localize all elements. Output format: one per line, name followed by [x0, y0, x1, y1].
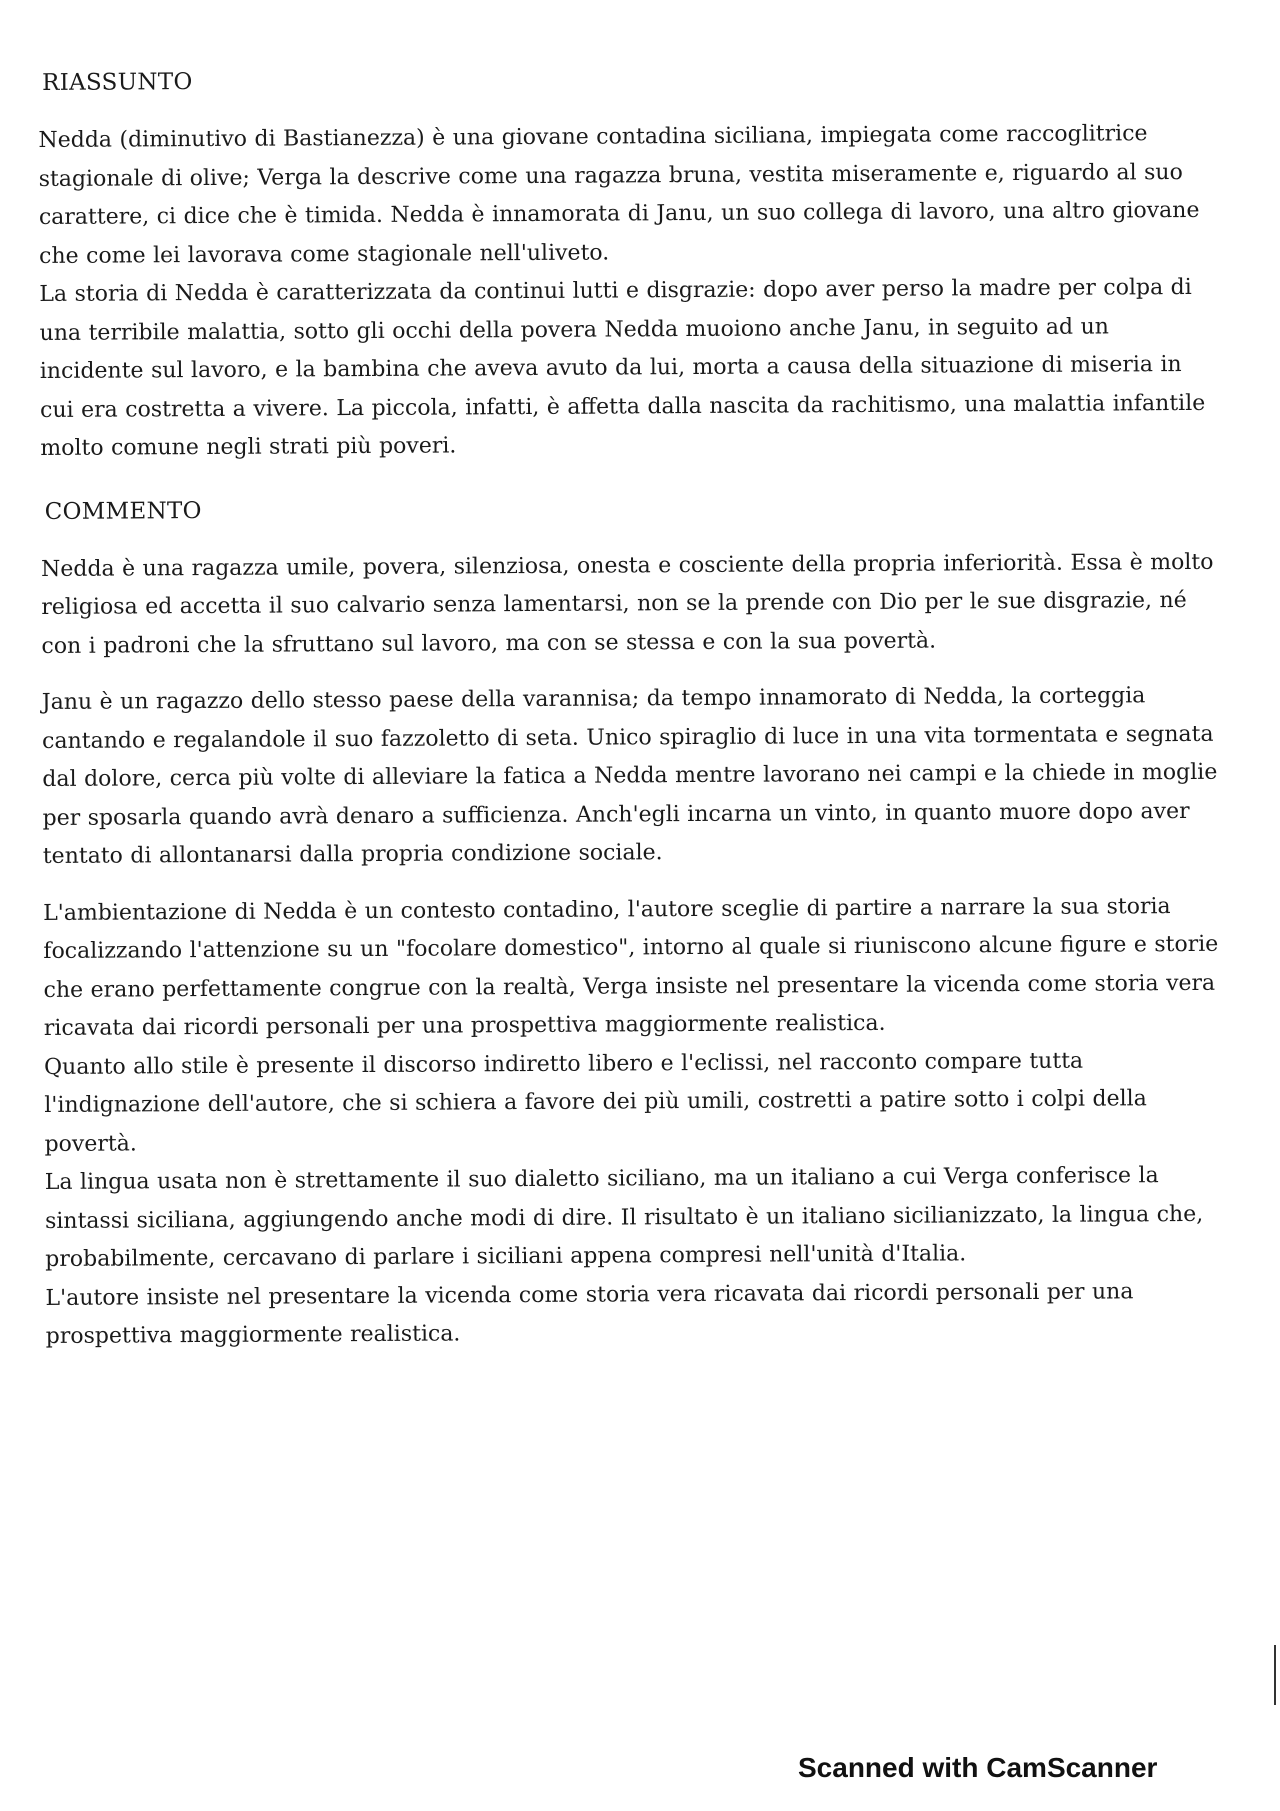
riassunto-paragraph-2: La storia di Nedda è caratterizzata da continui lutti e disgrazie: dopo aver perso la madre per colpa di una terribile malattia, sotto gli occhi della povera Nedda muoiono anche Janu, in seguito ad un incidente sul lavoro, e la bambina che aveva avuto da lui, morta a causa della situazione di miseria in cui era costretta a vivere. La piccola, infatti, è affetta dalla nascita da rachitismo, una malattia infantile molto comune negli strati più poveri.	[39, 274, 1206, 461]
riassunto-heading: RIASSUNTO	[41, 69, 193, 96]
commento-paragraph-6: L'autore insiste nel presentare la vicenda come storia vera ricavata dai ricordi personali per una prospettiva maggiormente realistica.	[45, 1278, 1134, 1349]
commento-paragraph-5: La lingua usata non è strettamente il suo dialetto siciliano, ma un italiano a cui Verga conferisce la sintassi siciliana, aggiungendo anche modi di dire. Il risultato è un italiano sicilianizzato, la lingua che, probabilmente, cercavano di parlare i siciliani appena compresi nell'unità d'Italia.	[44, 1163, 1204, 1272]
camscanner-watermark: Scanned with CamScanner	[798, 1752, 1158, 1783]
commento-paragraph-1: Nedda è una ragazza umile, povera, silenziosa, onesta e cosciente della propria inferiorità. Essa è molto religiosa ed accetta il suo calvario senza lamentarsi, non se la prende con Dio per le sue disgrazie, né con i padroni che la sfruttano sul lavoro, ma con se stessa e con la sua povertà.	[40, 549, 1214, 659]
commento-paragraph-3: L'ambientazione di Nedda è un contesto contadino, l'autore sceglie di partire a narrare la sua storia focalizzando l'attenzione su un "focolare domestico", intorno al quale si riuniscono alcune figure e storie che erano perfettamente congrue con la realtà, Verga insiste nel presentare la vicenda come storia vera ricavata dai ricordi personali per una prospettiva maggiormente realistica.	[43, 893, 1219, 1041]
commento-paragraph-2: Janu è un ragazzo dello stesso paese della varannisa; da tempo innamorato di Nedda, la corteggia cantando e regalandole il suo fazzoletto di seta. Unico spiraglio di luce in una vita tormentata e segnata dal dolore, cerca più volte di alleviare la fatica a Nedda mentre lavorano nei campi e la chiede in moglie per sposarla quando avrà denaro a sufficienza. Anch'egli incarna un vinto, in quanto muore dopo aver tentato di allontanarsi dalla propria condizione sociale.	[41, 683, 1218, 869]
commento-heading: COMMENTO	[44, 497, 202, 525]
scan-edge-mark	[1274, 1645, 1276, 1705]
riassunto-paragraph-1: Nedda (diminutivo di Bastianezza) è una giovane contadina siciliana, impiegata come raccoglitrice stagionale di olive; Verga la descrive come una ragazza bruna, vestita miseramente e, riguardo al suo carattere, ci dice che è timida. Nedda è innamorata di Janu, un suo collega di lavoro, una altro giovane che come lei lavorava come stagionale nell'uliveto.	[38, 121, 1200, 269]
document-page	[38, 63, 1226, 1357]
commento-paragraph-4: Quanto allo stile è presente il discorso indiretto libero e l'eclissi, nel racconto compare tutta l'indignazione dell'autore, che si schiera a favore dei più umili, costretti a patire sotto i colpi della povertà.	[44, 1048, 1147, 1157]
